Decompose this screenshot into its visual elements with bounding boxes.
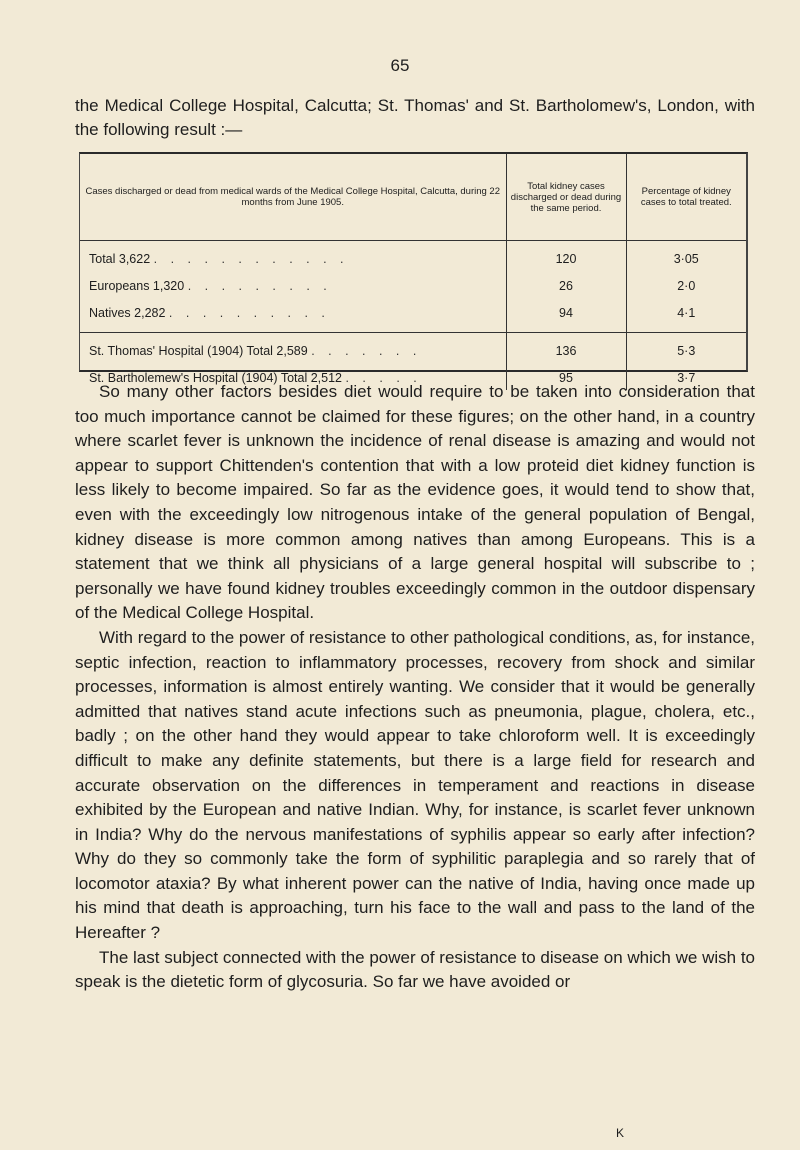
row-kidney-cases: 136: [506, 333, 626, 366]
paragraph: The last subject connected with the power of resistance to disease on which we wish to speak is the dietetic form of glycosuria. So far we have avoided or: [75, 947, 755, 992]
row-kidney-cases: 94: [506, 298, 626, 333]
row-kidney-cases: 26: [506, 273, 626, 298]
page-number: 65: [390, 56, 410, 75]
table-row: [80, 298, 746, 333]
row-percentage: 3·05: [673, 252, 699, 266]
signature-mark: K: [615, 1126, 624, 1140]
table-row: [80, 241, 746, 274]
row-label: St. Thomas' Hospital (1904) Total 2,589 . . . . . . .: [80, 333, 506, 366]
row-label: Natives 2,282 . . . . . . . . . .: [80, 298, 506, 333]
row-percentage: 3·7: [677, 370, 696, 385]
paragraph: With regard to the power of resistance to other pathological conditions, as, for instance, septic infection, reaction to inflammatory processes, recovery from shock and similar processes, information is almost entirely wanting. We consider that it would be generally admitted that natives stand acute infections such as pneumonia, plague, cholera, etc., badly ; on the other hand they would appear to take chloroform well. It is exceedingly difficult to make any definite statements, but there is a large field for research and accurate observation on the differences in temperament and reactions in disease exhibited by the European and native Indian. Why, for instance, is scarlet fever unknown in India? Why do the nervous manifestations of syphilis appear so early after infection? Why do they so commonly take the form of syphilitic paraplegia and so rarely that of locomotor ataxia? By what inherent power can the native of India, having once made up his mind that death is approaching, turn his face to the wall and pass to the land of the Hereafter ?: [75, 627, 755, 943]
row-percentage: 4·1: [626, 298, 746, 333]
table-row: [80, 273, 746, 298]
row-label: Total 3,622 . . . . . . . . . . . .: [80, 241, 506, 274]
header-cases-discharged: Cases discharged or dead from medical wards of the Medical College Hospital, Calcutta, during 22 months from June 1905.: [80, 154, 506, 241]
row-percentage: 5·3: [677, 344, 696, 358]
row-percentage: 2·0: [677, 278, 696, 293]
table-row: [80, 333, 746, 366]
table-header-row: [80, 154, 746, 241]
kidney-statistics-table: [79, 152, 748, 385]
row-label: St. Bartholemew's Hospital (1904) Total 2,512 . . . . .: [80, 365, 506, 390]
row-label: Europeans 1,320 . . . . . . . . .: [80, 273, 506, 298]
intro-text: the Medical College Hospital, Calcutta; St. Thomas' and St. Bartholomew's, London, with the following result :—: [75, 96, 755, 139]
row-kidney-cases: 120: [506, 241, 626, 274]
body-text: [75, 380, 755, 995]
row-kidney-cases: 95: [506, 365, 626, 390]
paragraph: So many other factors besides diet would require to be taken into consideration that too much importance cannot be claimed for these figures; on the other hand, in a country where scarlet fever is unknown the incidence of renal disease is amazing and would not appear to support Chittenden's contention that with a low proteid diet kidney function is less likely to become impaired. So far as the evidence goes, it would tend to show that, even with the exceedingly low nitrogenous intake of the general population of Bengal, kidney disease is more common among natives than among Europeans. This is a statement that we think all physicians of a large general hospital will subscribe to ; personally we have found kidney troubles exceedingly common in the outdoor dispensary of the Medical College Hospital.: [75, 382, 755, 623]
header-percentage: Percentage of kidney cases to total treated.: [626, 154, 746, 241]
header-total-kidney-cases: Total kidney cases discharged or dead during the same period.: [506, 154, 626, 241]
